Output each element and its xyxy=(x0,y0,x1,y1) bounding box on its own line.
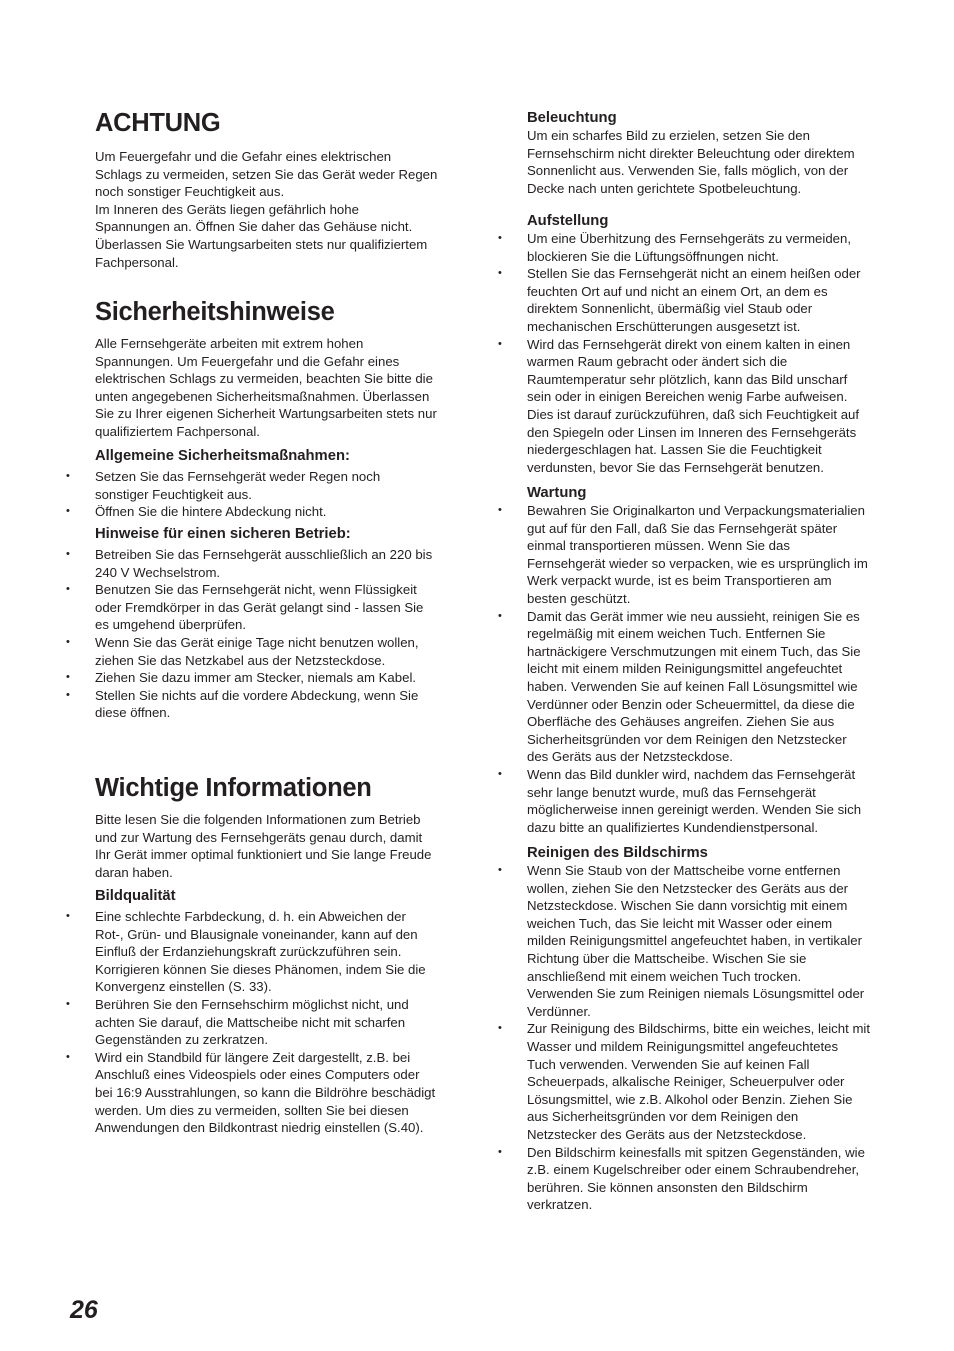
sicherheitshinweise-title: Sicherheitshinweise xyxy=(95,298,335,326)
aufstellung-section xyxy=(527,212,861,476)
wichtige-section xyxy=(95,773,431,881)
achtung-title: ACHTUNG xyxy=(95,109,221,137)
list-item: • Um eine Überhitzung des Fernsehgeräts zu vermeiden, blockieren Sie die Lüftungsöffnungen nicht. xyxy=(527,230,861,265)
list-item: • Zur Reinigung des Bildschirms, bitte ein weiches, leicht mit Wasser und mildem Reinigungsmittel angefeuchtetes Tuch verwenden. Verwenden Sie auf keinen Fall Scheuerpads, alkalische Reiniger, Scheuerpulver oder Lösungsmittel, wie z.B. Alkohol oder Benzin. Ziehen Sie aus Sicherheitsgründen vor dem Reinigen den Netzstecker des Geräts aus der Netzsteckdose. xyxy=(527,1020,870,1143)
bildqualitaet-list xyxy=(95,908,435,1137)
aufstellung-heading: Aufstellung xyxy=(527,213,609,229)
list-item: • Damit das Gerät immer wie neu aussieht, reinigen Sie es regelmäßig mit einem weichen Tuch. Entfernen Sie hartnäckigere Verschmutzungen mit einem Tuch, das Sie leicht mit einem milden Reinigungsmittel angefeuchtet haben. Verwenden Sie auf keinen Fall Lösungsmittel wie Verdünner oder Benzin oder Scheuermittel, da diese die Oberfläche des Gehäuses angreifen. Ziehen Sie aus Sicherheitsgründen vor dem Reinigen den Netzstecker des Geräts aus der Netzsteckdose. xyxy=(527,608,868,766)
wartung-list xyxy=(527,502,868,836)
list-item: • Öffnen Sie die hintere Abdeckung nicht. xyxy=(95,503,380,521)
achtung-text: Um Feuergefahr und die Gefahr eines elektrischen Schlags zu vermeiden, setzen Sie das Gerät weder Regen noch sonstiger Feuchtigkeit aus. Im Inneren des Geräts liegen gefährlich hohe Spannungen an. Öffnen Sie daher das Gehäuse nicht. Überlassen Sie Wartungsarbeiten stets nur qualifiziertem Fachpersonal. xyxy=(95,149,438,270)
list-item: • Setzen Sie das Fernsehgerät weder Regen noch sonstiger Feuchtigkeit aus. xyxy=(95,468,380,503)
allgemeine-list xyxy=(95,468,380,521)
achtung-section xyxy=(95,108,437,271)
sicherheitshinweise-section xyxy=(95,297,437,441)
bildqualitaet-heading: Bildqualität xyxy=(95,888,176,904)
list-item: • Benutzen Sie das Fernsehgerät nicht, wenn Flüssigkeit oder Fremdkörper in das Gerät gelangt sind - lassen Sie es umgehend überprüfen. xyxy=(95,581,432,634)
reinigen-heading: Reinigen des Bildschirms xyxy=(527,845,708,861)
page-number: 26 xyxy=(70,1296,98,1324)
wartung-heading: Wartung xyxy=(527,485,587,501)
list-item: • Wird das Fernsehgerät direkt von einem kalten in einen warmen Raum gebracht oder ändert sich die Raumtemperatur sehr plötzlich, kann das Bild unscharf sein oder in einigen Bereichen wenig Farbe aufweisen. Dies ist darauf zurückzuführen, daß sich Feuchtigkeit auf den Spiegeln oder Linsen im Inneren des Fernsehgeräts niedergeschlagen hat. Lassen Sie die Feuchtigkeit verdunsten, bevor Sie das Fernsehgerät benutzen. xyxy=(527,336,861,477)
wichtige-title: Wichtige Informationen xyxy=(95,774,372,802)
list-item: • Stellen Sie nichts auf die vordere Abdeckung, wenn Sie diese öffnen. xyxy=(95,687,432,722)
list-item: • Den Bildschirm keinesfalls mit spitzen Gegenständen, wie z.B. einem Kugelschreiber oder einem Schraubendreher, berühren. Sie können ansonsten den Bildschirm verkratzen. xyxy=(527,1144,870,1214)
allgemeine-heading: Allgemeine Sicherheitsmaßnahmen: xyxy=(95,448,350,464)
wartung-section xyxy=(527,484,868,836)
list-item: • Betreiben Sie das Fernsehgerät ausschließlich an 220 bis 240 V Wechselstrom. xyxy=(95,546,432,581)
list-item: • Wenn das Bild dunkler wird, nachdem das Fernsehgerät sehr lange benutzt wurde, muß das Fernsehgerät möglicherweise innen gereinigt werden. Wenden Sie sich dazu bitte an qualifiziertes Kundendienstpersonal. xyxy=(527,766,868,836)
reinigen-list xyxy=(527,862,870,1214)
list-item: • Wenn Sie das Gerät einige Tage nicht benutzen wollen, ziehen Sie das Netzkabel aus der Netzsteckdose. xyxy=(95,634,432,669)
list-item: • Ziehen Sie dazu immer am Stecker, niemals am Kabel. xyxy=(95,669,432,687)
list-item: • Wenn Sie Staub von der Mattscheibe vorne entfernen wollen, ziehen Sie den Netzstecker des Geräts aus der Netzsteckdose. Wischen Sie dann vorsichtig mit einem weichen Tuch, das Sie leicht mit Wasser oder einem milden Reinigungsmittel angefeuchtet haben, in vertikaler Richtung über die Mattscheibe. Wischen Sie sie anschließend mit einem weichen Tuch trocken. Verwenden Sie zum Reinigen niemals Lösungsmittel oder Verdünner. xyxy=(527,862,870,1020)
allgemeine-section xyxy=(95,447,380,521)
list-item: • Bewahren Sie Originalkarton und Verpackungsmaterialien gut auf für den Fall, daß Sie das Fernsehgerät später einmal transportieren müssen. Wenn Sie das Fernsehgerät wieder so verpacken, wie es ursprünglich im Werk verpackt wurde, ist es beim Transportieren am besten geschützt. xyxy=(527,502,868,608)
list-item: • Berühren Sie den Fernsehschirm möglichst nicht, und achten Sie darauf, die Mattscheibe nicht mit scharfen Gegenständen zu zerkratzen. xyxy=(95,996,435,1049)
beleuchtung-text: Um ein scharfes Bild zu erzielen, setzen Sie den Fernsehschirm nicht direkter Beleuchtung oder direktem Sonnenlicht aus. Verwenden Sie, falls möglich, von der Decke nach unten gerichtete Spotbeleuchtung. xyxy=(527,128,855,196)
list-item: • Eine schlechte Farbdeckung, d. h. ein Abweichen der Rot-, Grün- und Blausignale voneinander, kann auf den Einfluß der Erdanziehungskraft zurückzuführen sein. Korrigieren können Sie dieses Phänomen, indem Sie die Konvergenz einstellen (S. 33). xyxy=(95,908,435,996)
beleuchtung-heading: Beleuchtung xyxy=(527,110,617,126)
betrieb-list xyxy=(95,546,432,722)
sicherheitshinweise-text: Alle Fernsehgeräte arbeiten mit extrem hohen Spannungen. Um Feuergefahr und die Gefahr eines elektrischen Schlags zu vermeiden, beachten Sie bitte die unten angegebenen Sicherheitsmaßnahmen. Überlassen Sie zu Ihrer eigenen Sicherheit Wartungsarbeiten stets nur qualifiziertem Fachpersonal. xyxy=(95,336,437,439)
wichtige-text: Bitte lesen Sie die folgenden Informationen zum Betrieb und zur Wartung des Fernsehgeräts genau durch, damit Ihr Gerät immer optimal funktioniert und Sie lange Freude daran haben. xyxy=(95,812,432,880)
betrieb-section xyxy=(95,525,432,722)
list-item: • Wird ein Standbild für längere Zeit dargestellt, z.B. bei Anschluß eines Videospiels oder eines Computers oder bei 16:9 Ausstrahlungen, so kann die Bildröhre beschädigt werden. Um dies zu vermeiden, sollten Sie bei diesen Anwendungen den Bildkontrast niedrig einstellen (S.40). xyxy=(95,1049,435,1137)
bildqualitaet-section xyxy=(95,887,435,1137)
betrieb-heading: Hinweise für einen sicheren Betrieb: xyxy=(95,526,351,542)
list-item: • Stellen Sie das Fernsehgerät nicht an einem heißen oder feuchten Ort auf und nicht an einem Ort, an dem es direktem Sonnenlicht, übermäßig viel Staub oder mechanischen Erschütterungen ausgesetzt ist. xyxy=(527,265,861,335)
reinigen-section xyxy=(527,844,870,1214)
beleuchtung-section xyxy=(527,109,855,197)
aufstellung-list xyxy=(527,230,861,476)
